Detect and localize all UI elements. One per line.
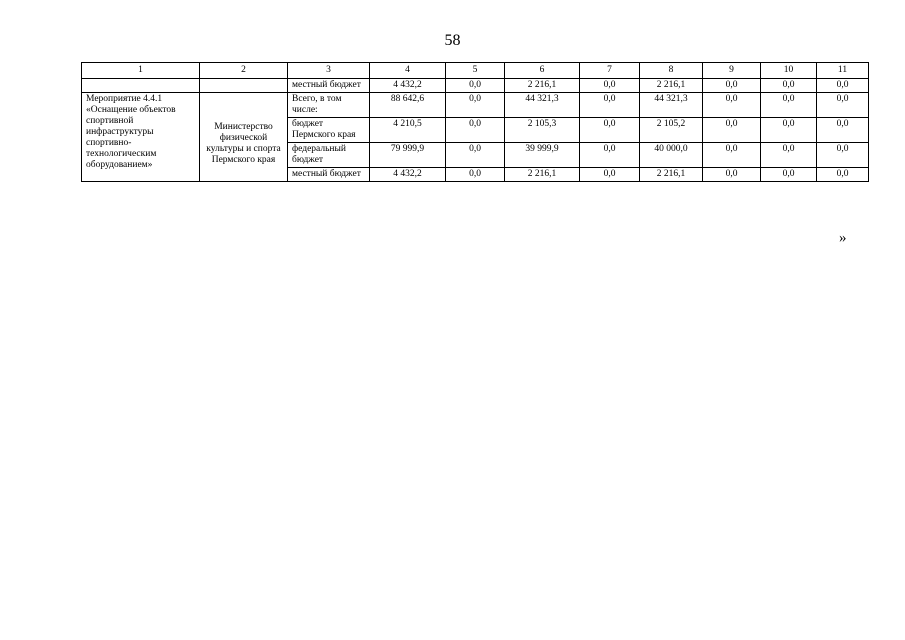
amount-cell: 0,0: [580, 93, 640, 118]
amount-cell: 0,0: [761, 118, 817, 143]
amount-cell: 0,0: [446, 168, 505, 182]
amount-cell: 0,0: [761, 93, 817, 118]
funding-source: местный бюджет: [288, 168, 370, 182]
amount-cell: 39 999,9: [505, 143, 580, 168]
amount-cell: 4 210,5: [370, 118, 446, 143]
amount-cell: 2 216,1: [640, 79, 703, 93]
column-header: 1: [82, 63, 200, 79]
column-number-row: [82, 63, 869, 79]
amount-cell: 2 105,2: [640, 118, 703, 143]
amount-cell: 0,0: [446, 143, 505, 168]
amount-cell: 0,0: [761, 79, 817, 93]
amount-cell: 0,0: [817, 143, 869, 168]
funding-source: Всего, в том числе:: [288, 93, 370, 118]
amount-cell: 4 432,2: [370, 168, 446, 182]
activity-name: Мероприятие 4.4.1 «Оснащение объектов спортивной инфраструктуры спортивно-технологическим оборудованием»: [82, 93, 200, 182]
amount-cell: 0,0: [817, 118, 869, 143]
column-header: 8: [640, 63, 703, 79]
amount-cell: 0,0: [703, 118, 761, 143]
amount-cell: 0,0: [703, 168, 761, 182]
amount-cell: 4 432,2: [370, 79, 446, 93]
amount-cell: 0,0: [703, 143, 761, 168]
table-row-total: [82, 93, 869, 118]
column-header: 2: [200, 63, 288, 79]
amount-cell: 40 000,0: [640, 143, 703, 168]
funding-source: местный бюджет: [288, 79, 370, 93]
amount-cell: 0,0: [817, 93, 869, 118]
amount-cell: 0,0: [761, 143, 817, 168]
column-header: 10: [761, 63, 817, 79]
amount-cell: 0,0: [761, 168, 817, 182]
amount-cell: 0,0: [580, 79, 640, 93]
budget-table: [81, 62, 869, 182]
executor-name: [200, 93, 288, 182]
amount-cell: 0,0: [703, 79, 761, 93]
column-header: 11: [817, 63, 869, 79]
funding-source: федеральный бюджет: [288, 143, 370, 168]
amount-cell: 0,0: [580, 118, 640, 143]
table-row-carryover: [82, 79, 869, 93]
amount-cell: 2 216,1: [505, 79, 580, 93]
empty-cell: [200, 79, 288, 93]
column-header: 6: [505, 63, 580, 79]
column-header: 5: [446, 63, 505, 79]
column-header: 7: [580, 63, 640, 79]
amount-cell: 0,0: [446, 93, 505, 118]
amount-cell: 0,0: [817, 79, 869, 93]
amount-cell: 0,0: [446, 118, 505, 143]
amount-cell: 2 105,3: [505, 118, 580, 143]
column-header: 4: [370, 63, 446, 79]
amount-cell: 44 321,3: [640, 93, 703, 118]
column-header: 3: [288, 63, 370, 79]
page-number: 58: [444, 32, 461, 49]
amount-cell: 2 216,1: [640, 168, 703, 182]
amount-cell: 0,0: [446, 79, 505, 93]
amount-cell: 88 642,6: [370, 93, 446, 118]
funding-source: бюджет Пермского края: [288, 118, 370, 143]
amount-cell: 79 999,9: [370, 143, 446, 168]
executor-label: Министерство физической культуры и спорта Пермского края: [206, 122, 281, 165]
amount-cell: 0,0: [703, 93, 761, 118]
amount-cell: 0,0: [580, 143, 640, 168]
closing-quote-mark: »: [839, 230, 847, 246]
column-header: 9: [703, 63, 761, 79]
amount-cell: 0,0: [817, 168, 869, 182]
amount-cell: 2 216,1: [505, 168, 580, 182]
amount-cell: 44 321,3: [505, 93, 580, 118]
empty-cell: [82, 79, 200, 93]
amount-cell: 0,0: [580, 168, 640, 182]
